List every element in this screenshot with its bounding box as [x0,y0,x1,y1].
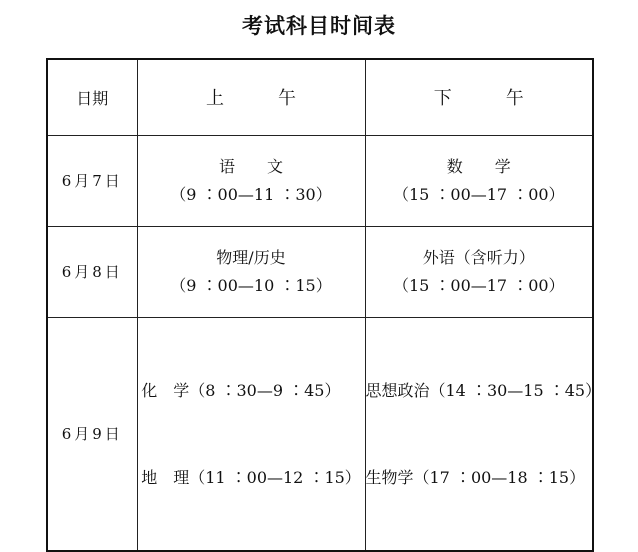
subject-name: 物理/历史 [216,247,286,267]
page-title: 考试科目时间表 [242,13,396,38]
afternoon-cell [365,317,602,551]
header-afternoon: 下 午 [365,59,593,135]
exam-time: （15 ∶00—17 ∶00） [392,184,565,204]
morning-cell [137,317,365,551]
subject-name: 语 文 [218,156,283,176]
subject-time-line: 地 理（11 ∶00—12 ∶15） [141,467,361,487]
morning-cell [137,226,365,317]
subject-time-line: 化 学（8 ∶30—9 ∶45） [141,380,341,400]
subject-name: 数 学 [446,156,511,176]
exam-time: （9 ∶00—10 ∶15） [170,275,332,295]
subject-time-line: 生物学（17 ∶00—18 ∶15） [365,467,586,487]
afternoon-cell [365,226,593,317]
afternoon-cell [365,135,593,226]
table-row [47,317,593,551]
table-row [47,135,593,226]
date-cell: 6月7日 [47,135,137,226]
subject-time-line: 思想政治（14 ∶30—15 ∶45） [365,380,602,400]
table-row [47,226,593,317]
header-morning: 上 午 [137,59,365,135]
exam-schedule-table [46,58,602,552]
subject-name: 外语（含听力） [422,247,535,267]
date-cell: 6月9日 [47,317,137,551]
header-date: 日期 [47,59,137,135]
morning-cell [137,135,365,226]
table-header-row [47,59,593,135]
date-cell: 6月8日 [47,226,137,317]
exam-time: （9 ∶00—11 ∶30） [170,184,332,204]
exam-time: （15 ∶00—17 ∶00） [392,275,565,295]
